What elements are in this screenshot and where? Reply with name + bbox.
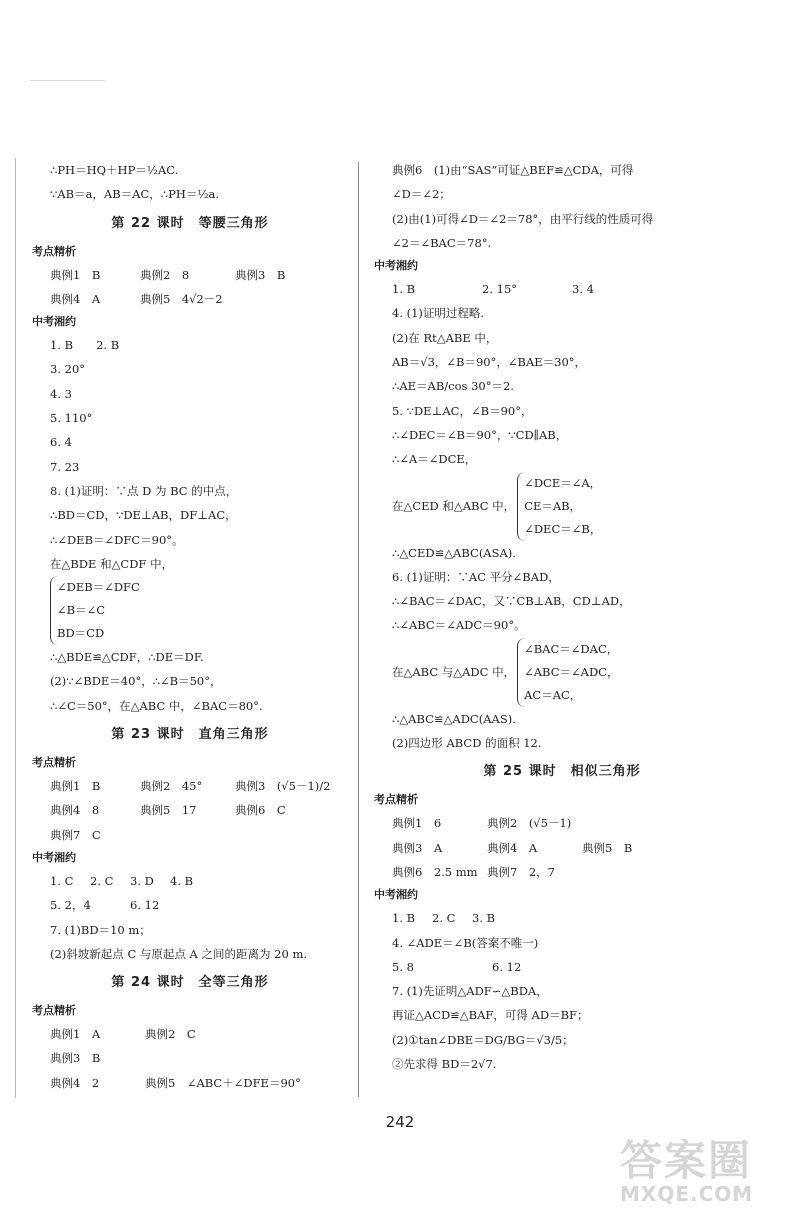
answer-row: [374, 277, 750, 301]
brace-line: CE＝AB，: [524, 498, 582, 513]
answer-line: 1. B 2. B: [50, 338, 120, 353]
answer-line: ∠2＝∠BAC＝78°.: [392, 235, 492, 250]
subheading: 考点精析: [32, 756, 76, 770]
example-answer: 典例7 C: [50, 827, 101, 842]
example-answer: 典例3 B: [235, 267, 286, 282]
example-answer: 典例5 ∠ABC＋∠DFE＝90°: [145, 1075, 301, 1090]
example-answer: 典例5 17: [140, 803, 197, 818]
answer-line: (2)①tan∠DBE＝DG/BG＝√3/5；: [392, 1032, 574, 1047]
example-row: [32, 1022, 348, 1046]
answer: 2. C: [432, 911, 456, 926]
subheading: 考点精析: [374, 793, 418, 807]
answer-line: 4. ∠ADE＝∠B(答案不唯一): [392, 935, 539, 950]
answer-line: ∴AE＝AB/cos 30°＝2.: [392, 379, 514, 394]
example-answer: 典例1 B: [50, 779, 101, 794]
brace-lines: [50, 576, 140, 645]
watermark-url: MXQE.COM: [620, 1182, 754, 1206]
brace-line: ∠DEC＝∠B，: [524, 521, 602, 536]
subheading: 中考湘约: [32, 850, 76, 864]
answer-line: 3. 20°: [50, 362, 86, 377]
example-row: [32, 287, 348, 311]
answer-row: [32, 893, 348, 917]
example-answer: 典例5 4√2－2: [140, 291, 223, 306]
brace-line: ∠B＝∠C: [57, 603, 106, 618]
answer-line: AB＝√3，∠B＝90°，∠BAE＝30°，: [392, 355, 587, 370]
example-row: [374, 836, 750, 860]
subheading: 中考湘约: [374, 888, 418, 902]
example-answer: 典例2 8: [140, 267, 190, 282]
section-title: 第 25 课时 相似三角形: [483, 764, 641, 780]
answer-line: ∴∠C＝50°，在△ABC 中，∠BAC＝80°.: [50, 698, 263, 713]
answer: 3. D: [130, 873, 154, 888]
brace-line: ∠DCE＝∠A，: [524, 475, 602, 490]
answer-line: (2)四边形 ABCD 的面积 12.: [392, 736, 542, 751]
answer-line: 再证△ACD≌△BAF，可得 AD＝BF；: [392, 1008, 589, 1023]
header-rule: [30, 80, 105, 81]
example-answer: 典例4 A: [487, 840, 538, 855]
answer: 5. 2，4: [50, 898, 91, 913]
brace-label: 在△ABC 与△ADC 中，: [392, 665, 516, 680]
page-edge-line: [15, 158, 16, 1098]
left-column: [32, 158, 348, 1095]
brace-lines: [517, 472, 601, 541]
answer: 4. B: [170, 873, 194, 888]
answer-line: 典例6 (1)由“SAS”可证△BEF≌△CDA，可得: [392, 163, 634, 177]
answer-row: [32, 869, 348, 893]
answer-line: ∠D＝∠2；: [392, 187, 451, 202]
answer-line: (2)在 Rt△ABE 中，: [392, 330, 498, 345]
brace-system: [374, 472, 750, 541]
subheading: 中考湘约: [374, 259, 418, 273]
answer: 1. C: [50, 873, 74, 888]
example-answer: 典例3 (√5－1)/2: [235, 779, 331, 794]
example-answer: 典例4 A: [50, 291, 101, 306]
subheading: 考点精析: [32, 244, 76, 258]
answer-line: 7. (1)BD＝10 m；: [50, 922, 151, 937]
answer-line: (2)∵∠BDE＝40°，∴∠B＝50°，: [50, 674, 222, 689]
answer-line: 7. 23: [50, 459, 80, 474]
example-answer: 典例6 2.5 mm: [392, 864, 478, 879]
example-answer: 典例2 C: [145, 1027, 196, 1042]
answer: 1. B: [392, 911, 416, 926]
answer-line: ∴∠A＝∠DCE，: [392, 452, 477, 467]
brace-line: BD＝CD: [57, 626, 105, 641]
column-divider: [358, 162, 359, 1097]
answer: 5. 8: [392, 959, 414, 974]
brace-lines: [517, 638, 618, 707]
answer-line: ②先求得 BD＝2√7.: [392, 1057, 497, 1072]
example-row: [32, 798, 348, 822]
example-answer: 典例1 B: [50, 267, 101, 282]
answer-line: 5. ∵DE⊥AC，∠B＝90°，: [392, 403, 533, 418]
brace-line: AC＝AC，: [524, 687, 582, 702]
answer-line: 6. 4: [50, 435, 72, 450]
brace-line: ∠DEB＝∠DFC: [57, 580, 140, 595]
example-answer: 典例7 2，7: [487, 864, 555, 879]
answer: 6. 12: [130, 898, 160, 913]
example-answer: 典例6 C: [235, 803, 286, 818]
subheading: 中考湘约: [32, 315, 76, 329]
answer: 3. B: [472, 911, 496, 926]
answer-line: ∴△BDE≌△CDF，∴DE＝DF.: [50, 650, 204, 665]
example-answer: 典例5 B: [582, 840, 633, 855]
answer-line: 在△BDE 和△CDF 中，: [50, 556, 174, 571]
brace-system: [374, 638, 750, 707]
answer-line: (2)由(1)可得∠D＝∠2＝78°，由平行线的性质可得: [392, 211, 654, 226]
answer-line: 5. 110°: [50, 411, 93, 426]
example-answer: 典例3 A: [392, 840, 443, 855]
answer-line: ∴∠ABC＝∠ADC＝90°。: [392, 618, 526, 633]
answer-line: 6. (1)证明：∵AC 平分∠BAD，: [392, 569, 560, 584]
answer-line: ∴∠DEC＝∠B＝90°，∵CD∥AB，: [392, 427, 568, 442]
answer-line: ∵AB＝a，AB＝AC，∴PH＝½a.: [50, 187, 220, 202]
answer: 2. 15°: [482, 282, 518, 297]
answer: 2. C: [90, 873, 114, 888]
example-row: [32, 774, 348, 798]
brace-line: ∠BAC＝∠DAC，: [524, 641, 619, 656]
page-number: 242: [385, 1113, 415, 1131]
example-answer: 典例2 45°: [140, 779, 203, 794]
example-answer: 典例4 2: [50, 1075, 100, 1090]
section-title: 第 22 课时 等腰三角形: [111, 215, 269, 231]
answer-line: ∴∠BAC＝∠DAC，又∵CB⊥AB，CD⊥AD，: [392, 594, 631, 609]
example-answer: 典例1 6: [392, 816, 442, 831]
answer-line: ∴BD＝CD，∵DE⊥AB，DF⊥AC，: [50, 508, 237, 523]
example-answer: 典例1 A: [50, 1027, 101, 1042]
subheading: 考点精析: [32, 1004, 76, 1018]
example-row: [374, 860, 750, 884]
example-answer: 典例2 (√5－1): [487, 816, 572, 831]
brace-line: ∠ABC＝∠ADC，: [524, 664, 619, 679]
answer-line: 8. (1)证明：∵点 D 为 BC 的中点，: [50, 483, 238, 498]
answer-line: 7. (1)先证明△ADF∽△BDA，: [392, 984, 548, 999]
answer-line: 4. (1)证明过程略.: [392, 306, 485, 321]
example-row: [32, 1046, 348, 1070]
section-title: 第 23 课时 直角三角形: [111, 727, 269, 743]
answer-line: ∴△CED≌△ABC(ASA).: [392, 545, 516, 560]
watermark: [620, 1128, 780, 1218]
answer: 3. 4: [572, 282, 594, 297]
brace-system: [32, 576, 348, 645]
answer-row: [374, 955, 750, 979]
watermark-logo: 答案圈: [620, 1136, 753, 1185]
example-row: [374, 811, 750, 835]
answer: 6. 12: [492, 959, 522, 974]
answer-line: (2)斜坡新起点 C 与原起点 A 之间的距离为 20 m.: [50, 946, 308, 961]
example-row: [32, 263, 348, 287]
answer-row: [374, 906, 750, 930]
answer-line: ∴PH＝HQ＋HP＝½AC.: [50, 163, 179, 177]
right-column: [374, 158, 750, 1076]
example-row: [32, 823, 348, 847]
example-answer: 典例4 8: [50, 803, 100, 818]
example-answer: 典例3 B: [50, 1051, 101, 1066]
example-row: [32, 1071, 348, 1095]
section-title: 第 24 课时 全等三角形: [111, 975, 269, 991]
answer: 1. B: [392, 282, 416, 297]
answer-line: ∴△ABC≌△ADC(AAS).: [392, 711, 516, 726]
answer-line: ∴∠DEB＝∠DFC＝90°。: [50, 532, 184, 547]
answer-line: 4. 3: [50, 386, 72, 401]
brace-label: 在△CED 和△ABC 中，: [392, 499, 516, 514]
